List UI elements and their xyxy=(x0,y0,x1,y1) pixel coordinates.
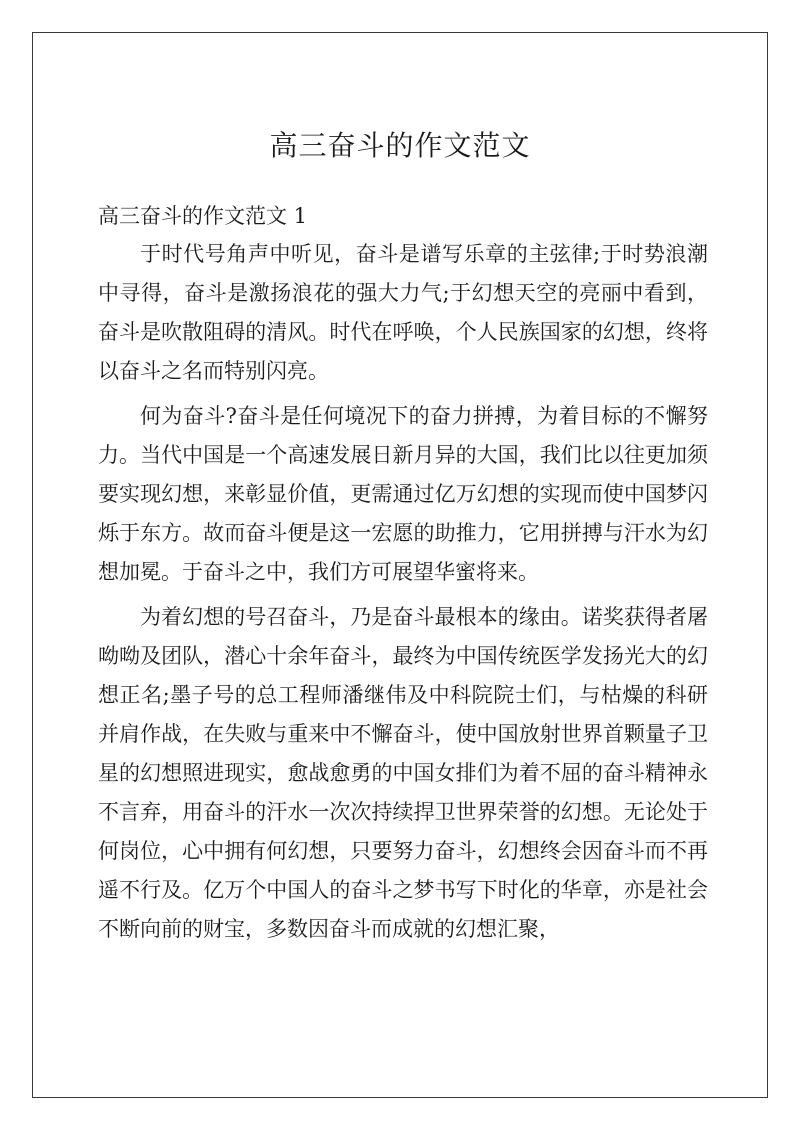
paragraph-2: 何为奋斗?奋斗是任何境况下的奋力拼搏，为着目标的不懈努力。当代中国是一个高速发展日新月异的大国，我们比以往更加须要实现幻想，来彰显价值，更需通过亿万幻想的实现而使中国梦闪烁于东方。故而奋斗便是这一宏愿的助推力，它用拼搏与汗水为幻想加冕。于奋斗之中，我们方可展望华蜜将来。 xyxy=(98,404,708,584)
document-body xyxy=(98,235,708,955)
paragraph-3: 为着幻想的号召奋斗，乃是奋斗最根本的缘由。诺奖获得者屠呦呦及团队，潜心十余年奋斗，最终为中国传统医学发扬光大的幻想正名;墨子号的总工程师潘继伟及中科院院士们，与枯燥的科研并肩作战，在失败与重来中不懈奋斗，使中国放射世界首颗量子卫星的幻想照进现实，愈战愈勇的中国女排们为着不屈的奋斗精神永不言弃，用奋斗的汗水一次次持续捍卫世界荣誉的幻想。无论处于何岗位，心中拥有何幻想，只要努力奋斗，幻想终会因奋斗而不再遥不行及。亿万个中国人的奋斗之梦书写下时化的华章，亦是社会不断向前的财宝，多数因奋斗而成就的幻想汇聚， xyxy=(98,605,708,941)
document-title: 高三奋斗的作文范文 xyxy=(269,129,531,162)
paragraph-1: 于时代号角声中听见，奋斗是谱写乐章的主弦律;于时势浪潮中寻得，奋斗是激扬浪花的强大力气;于幻想天空的亮丽中看到，奋斗是吹散阻碍的清风。时代在呼唤，个人民族国家的幻想，终将以奋斗之名而特别闪亮。 xyxy=(98,242,708,383)
section-heading: 高三奋斗的作文范文 1 xyxy=(98,204,308,228)
